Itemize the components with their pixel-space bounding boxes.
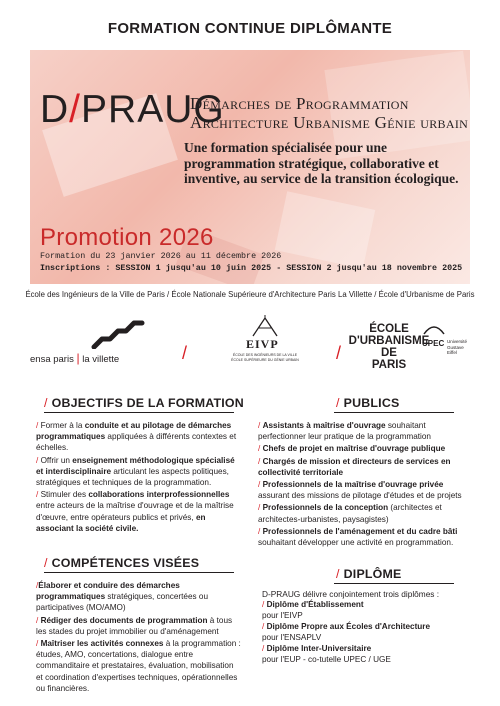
list-item: [36, 615, 242, 637]
item-bold: Assistants à maîtrise d'ouvrage: [262, 421, 386, 430]
hero-photo-fragment: [275, 191, 376, 268]
eup-wordmark-line: PARIS: [371, 359, 407, 371]
ensa-paris-la-villette-logo: [30, 315, 160, 375]
heading-underline: [44, 412, 234, 413]
item-text: à tous les stades du projet immobilier ou d'aménagement: [36, 615, 233, 636]
item-bold: Chefs de projet en maîtrise d'ouvrage publique: [262, 444, 446, 454]
list-item: [36, 455, 240, 489]
upec-wordmark: UPEC: [422, 339, 445, 348]
item-text: articulant les aspects politiques, stratégiques et techniques de la programmation.: [36, 466, 229, 488]
eivp-baseline: [210, 353, 320, 362]
item-text: appliquées à différents contextes et échelles.: [36, 432, 237, 453]
bullet-slash: /: [262, 622, 265, 632]
subtitle-line: Démarches de Programmation: [190, 94, 409, 113]
ensa-bar: |: [76, 351, 80, 365]
diplome-intro: D-PRAUG délivre conjointement trois diplômes :: [262, 589, 440, 599]
publics-list: [258, 420, 470, 549]
heading-slash: /: [44, 396, 48, 410]
list-item: [258, 502, 470, 524]
heading-underline: [334, 412, 454, 413]
bullet-slash: /: [258, 503, 261, 513]
bullet-slash: /: [36, 581, 39, 590]
item-text: souhaitant perfectionner leur pratique de la programmation: [258, 421, 431, 442]
eivp-wordmark: EIVP: [246, 337, 279, 351]
bullet-slash: /: [262, 600, 265, 609]
ensa-wordmark: [30, 351, 119, 365]
eivp-logo: [210, 319, 320, 369]
training-dates: Formation du 23 janvier 2026 au 11 décembre 2026: [40, 251, 282, 261]
list-item: [262, 622, 472, 643]
list-item: [258, 456, 470, 478]
heading-slash: /: [44, 556, 48, 570]
logo-slash: /: [69, 88, 82, 131]
item-bold: Élaborer et conduire des démarches programmatiques: [36, 581, 180, 602]
partner-schools-line: École des Ingénieurs de la Ville de Paris / École Nationale Supérieure d'Architecture Paris La Villette / École d'Urbanisme de Paris: [25, 290, 475, 299]
item-bold: enseignement méthodologique spécialisé et interdisciplinaire: [36, 455, 235, 476]
ugi-wordmark: [447, 339, 472, 356]
item-text: entre acteurs de la maîtrise d'ouvrage et de la maîtrise d'œuvre, entre opérateurs publics et privés,: [36, 501, 234, 522]
item-bold: Professionnels de l'aménagement et du cadre bâti: [262, 526, 458, 536]
heading-underline: [44, 572, 234, 573]
bullet-slash: /: [36, 490, 39, 500]
item-text: à la programmation : études, AMO, concertations, dialogue entre commanditaire et prestataires, évaluation, mobilisation et coordination d'expertises techniques, opérationnelles ou financières.: [36, 639, 241, 693]
bullet-slash: /: [258, 456, 261, 466]
item-text: Former à la: [40, 421, 85, 430]
list-item: [262, 644, 472, 665]
list-item: [36, 638, 242, 694]
heading-text: OBJECTIFS DE LA FORMATION: [51, 396, 244, 410]
ensa-wordmark-part: la villette: [82, 354, 120, 365]
competences-heading: [44, 556, 199, 570]
bullet-slash: /: [36, 421, 39, 430]
item-text: pour l'EIVP: [262, 610, 303, 620]
page-title: FORMATION CONTINUE DIPLÔMANTE: [107, 20, 393, 37]
list-item: [36, 420, 240, 454]
eup-wordmark-line: ÉCOLE: [369, 323, 409, 335]
list-item: [258, 443, 470, 454]
tagline: Une formation spécialisée pour une programmation stratégique, collaborative et inventive, au service de la transition écologique.: [184, 140, 459, 186]
logo-letter: D: [40, 88, 70, 131]
item-bold: Diplôme d'Établissement: [266, 600, 364, 609]
heading-text: DIPLÔME: [343, 567, 402, 581]
item-text: (architectes et architectes-urbanistes, paysagistes): [258, 503, 442, 524]
staircase-icon: [88, 315, 148, 349]
item-bold: en associant la société civile.: [36, 512, 206, 533]
objectifs-heading: [44, 396, 244, 410]
eivp-baseline-line: ÉCOLE DES INGÉNIEURS DE LA VILLE: [232, 353, 298, 357]
bullet-slash: /: [258, 444, 261, 454]
ugi-line: Université: [447, 339, 468, 344]
item-text: souhaitant développer une activité en programmation.: [258, 538, 454, 548]
bullet-slash: /: [258, 421, 261, 430]
competences-list: [36, 580, 242, 695]
list-item: [258, 420, 470, 442]
registration-sessions: Inscriptions : SESSION 1 jusqu'au 10 juin 2025 - SESSION 2 jusqu'au 18 novembre 2025: [40, 263, 463, 273]
item-text: Offrir un: [40, 455, 73, 465]
logo-word: PRAUG: [81, 88, 225, 131]
item-bold: Chargés de mission et directeurs de services en collectivité territoriale: [258, 456, 451, 477]
program-subtitle: [190, 94, 468, 132]
subtitle-line: Architecture Urbanisme Génie urbain: [190, 113, 469, 132]
list-item: [36, 580, 242, 614]
objectifs-list: [36, 420, 240, 535]
item-bold: Professionnels de la conception: [262, 503, 389, 513]
promotion-title: Promotion 2026: [40, 224, 214, 251]
list-item: [262, 600, 472, 621]
heading-text: COMPÉTENCES VISÉES: [51, 556, 200, 570]
upec-arc-icon: [422, 323, 446, 335]
item-bold: Diplôme Inter-Universitaire: [266, 644, 372, 654]
item-bold: Rédiger des documents de programmation: [40, 615, 208, 625]
item-bold: conduite et au pilotage de démarches programmatiques: [36, 421, 232, 442]
eivp-baseline-line: ÉCOLE SUPÉRIEURE DU GÉNIE URBAIN: [231, 357, 299, 362]
item-bold: Professionnels de la maîtrise d'ouvrage privée: [262, 480, 444, 490]
heading-slash: /: [336, 396, 340, 410]
item-text: stratégiques, concertées ou participatives (MO/AMO): [36, 592, 209, 613]
bullet-slash: /: [262, 644, 265, 654]
eiffel-building-icon: [250, 315, 280, 337]
partner-logos: [30, 315, 470, 375]
item-text: pour l'ENSAPLV: [262, 632, 322, 642]
eup-wordmark-line: D'URBANISME DE: [348, 335, 430, 359]
publics-heading: [336, 396, 399, 410]
upec-ugi-logo: [422, 321, 472, 367]
ensa-wordmark-part: ensa paris: [30, 354, 74, 365]
heading-slash: /: [336, 567, 340, 581]
heading-text: PUBLICS: [343, 396, 400, 410]
item-bold: Maîtriser les activités connexes: [40, 639, 164, 649]
diplome-heading: [336, 567, 402, 581]
ecole-urbanisme-paris-logo: [344, 323, 434, 373]
bullet-slash: /: [258, 480, 261, 490]
item-text: pour l'EUP - co-tutelle UPEC / UGE: [262, 654, 391, 664]
item-bold: collaborations interprofessionnelles: [88, 490, 230, 500]
item-bold: Diplôme Propre aux Écoles d'Architecture: [266, 622, 431, 632]
bullet-slash: /: [36, 615, 39, 625]
list-item: [36, 489, 240, 534]
bullet-slash: /: [36, 455, 39, 465]
bullet-slash: /: [36, 639, 39, 649]
logo-separator: /: [182, 343, 188, 363]
ugi-line: Gustave Eiffel: [447, 344, 464, 355]
logo-separator: /: [336, 343, 342, 363]
item-text: assurant des missions de pilotage d'études et de projets: [258, 491, 462, 501]
list-item: [258, 526, 470, 548]
item-text: Stimuler des: [40, 490, 89, 500]
bullet-slash: /: [258, 526, 261, 536]
list-item: [258, 479, 470, 501]
diplome-list: [262, 600, 472, 667]
heading-underline: [334, 583, 454, 584]
